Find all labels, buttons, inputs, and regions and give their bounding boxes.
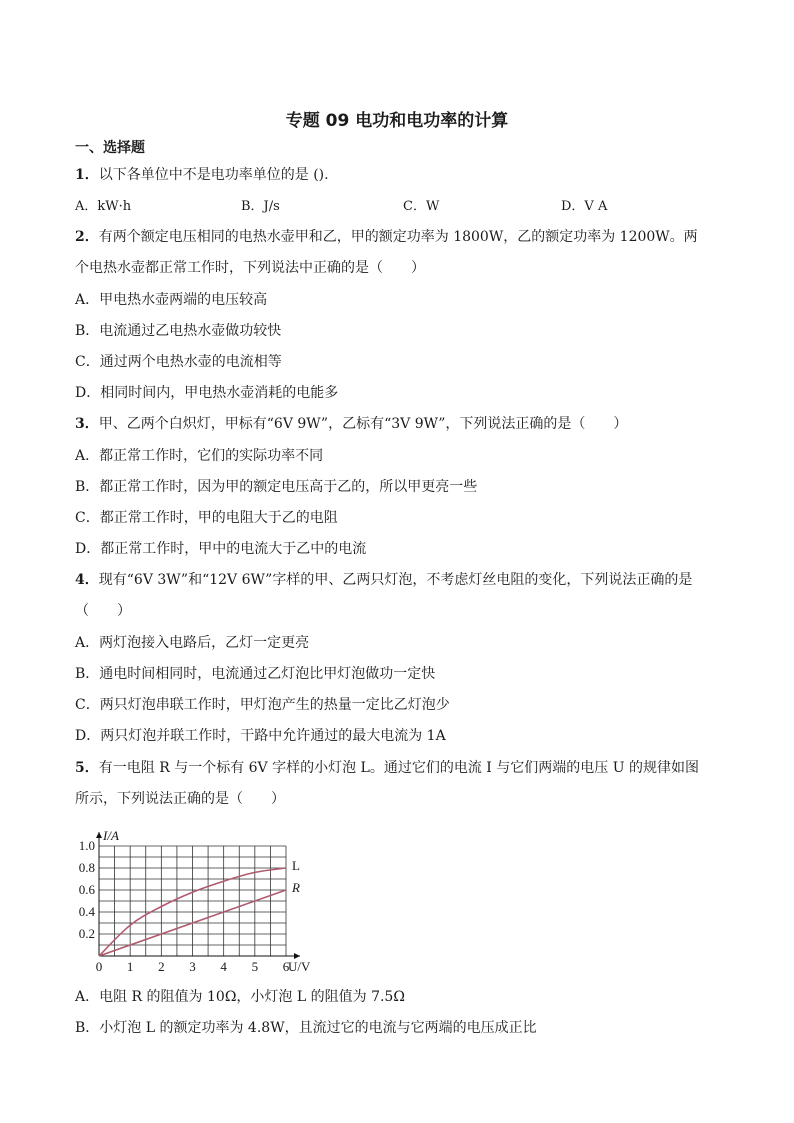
x-tick-label: 0 xyxy=(95,959,103,974)
x-tick-label: 4 xyxy=(220,959,227,974)
q1-option-c: C．W xyxy=(403,199,440,214)
question-text-continued: 所示，下列说法正确的是（ ） xyxy=(75,791,285,807)
y-axis-label: I/A xyxy=(103,828,119,843)
q2-option-d: D．相同时间内，甲电热水壶消耗的电能多 xyxy=(75,385,339,401)
x-tick-label: 5 xyxy=(251,959,259,974)
q3-option-a: A．都正常工作时，它们的实际功率不同 xyxy=(75,448,324,464)
question-number: 2． xyxy=(75,229,99,245)
x-tick-label: 1 xyxy=(126,959,134,974)
y-tick-label: 0.4 xyxy=(78,904,95,919)
y-tick-label: 0.6 xyxy=(78,882,95,897)
question-text: 有两个额定电压相同的电热水壶甲和乙，甲的额定功率为 1800W，乙的额定功率为 1200W。两 xyxy=(98,229,698,245)
series-label-r: R xyxy=(292,880,300,895)
q2-option-c: C．通过两个电热水壶的电流相等 xyxy=(75,354,282,370)
question-text: 现有“6V 3W”和“12V 6W”字样的甲、乙两只灯泡，不考虑灯丝电阻的变化，下列说法正确的是 xyxy=(98,572,693,588)
y-axis-arrow xyxy=(96,832,102,838)
x-axis-label: U/V xyxy=(288,959,310,974)
q1-option-a: A．kW·h xyxy=(75,199,132,214)
q3-option-d: D．都正常工作时，甲中的电流大于乙中的电流 xyxy=(75,541,367,557)
y-tick-label: 0.2 xyxy=(78,926,95,941)
page-title: 专题 09 电功和电功率的计算 xyxy=(285,111,509,131)
question-4 xyxy=(75,571,692,589)
x-tick-label: 3 xyxy=(189,959,196,974)
q3-option-b: B．都正常工作时，因为甲的额定电压高于乙的，所以甲更亮一些 xyxy=(75,479,478,495)
q3-option-c: C．都正常工作时，甲的电阻大于乙的电阻 xyxy=(75,510,338,526)
iu-graph xyxy=(70,820,310,976)
question-number: 5． xyxy=(75,760,99,776)
question-number: 3． xyxy=(75,416,99,432)
question-text: 甲、乙两个白炽灯，甲标有“6V 9W”，乙标有“3V 9W”，下列说法正确的是（ ） xyxy=(98,416,628,432)
y-tick-label: 0.8 xyxy=(78,860,95,875)
question-text-continued: （ ） xyxy=(75,603,131,619)
question-text: 有一电阻 R 与一个标有 6V 字样的小灯泡 L。通过它们的电流 I 与它们两端的电压 U 的规律如图 xyxy=(98,760,699,776)
question-3 xyxy=(75,415,627,433)
section-heading: 一、选择题 xyxy=(75,140,145,156)
q5-option-a: A．电阻 R 的阻值为 10Ω，小灯泡 L 的阻值为 7.5Ω xyxy=(75,989,405,1005)
y-tick-label: 1.0 xyxy=(78,838,95,853)
q1-option-d: D．V A xyxy=(561,199,608,214)
q1-option-b: B．J/s xyxy=(241,199,280,214)
series-label-l: L xyxy=(292,858,300,873)
question-text-continued: 个电热水壶都正常工作时，下列说法中正确的是（ ） xyxy=(75,260,425,276)
q2-option-a: A．甲电热水壶两端的电压较高 xyxy=(75,292,268,308)
question-number: 4． xyxy=(75,572,99,588)
question-5 xyxy=(75,759,699,777)
q4-option-b: B．通电时间相同时，电流通过乙灯泡比甲灯泡做功一定快 xyxy=(75,666,436,682)
question-text: 以下各单位中不是电功率单位的是 (). xyxy=(98,167,329,183)
q4-option-d: D．两只灯泡并联工作时，干路中允许通过的最大电流为 1A xyxy=(75,728,446,744)
q2-option-b: B．电流通过乙电热水壶做功较快 xyxy=(75,323,282,339)
question-2 xyxy=(75,228,698,246)
q4-option-a: A．两灯泡接入电路后，乙灯一定更亮 xyxy=(75,635,310,651)
q5-option-b: B．小灯泡 L 的额定功率为 4.8W，且流过它的电流与它两端的电压成正比 xyxy=(75,1020,537,1036)
x-tick-label: 2 xyxy=(158,959,165,974)
question-1 xyxy=(75,166,329,184)
q4-option-c: C．两只灯泡串联工作时，甲灯泡产生的热量一定比乙灯泡少 xyxy=(75,697,450,713)
question-number: 1． xyxy=(75,167,99,183)
x-tick-label: 6 xyxy=(282,959,290,974)
